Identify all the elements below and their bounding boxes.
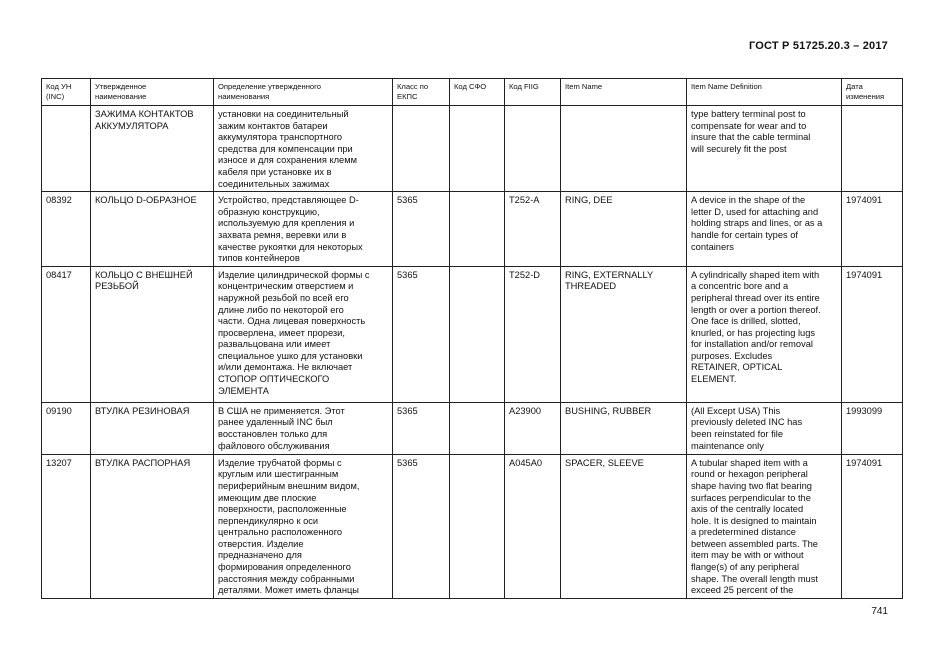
column-header-line: Item Name <box>565 82 603 91</box>
cell-line: Устройство, представляющее D- <box>218 195 359 206</box>
cell-definition <box>214 266 393 402</box>
table-row <box>42 106 903 192</box>
cell-line: handle for certain types of <box>691 229 798 240</box>
cell-line: letter D, used for attaching and <box>691 206 819 217</box>
column-header-date <box>842 79 903 106</box>
cell-line: THREADED <box>565 281 617 292</box>
cell-line: просверлена, имеет прорези, <box>218 327 345 338</box>
cell-line: SPACER, SLEEVE <box>565 457 644 468</box>
cell-date: 1974091 <box>842 266 903 402</box>
cell-item-definition <box>687 192 842 267</box>
cell-item-name <box>561 402 687 454</box>
cell-line: length or over a portion thereof. <box>691 304 821 315</box>
cell-line: BUSHING, RUBBER <box>565 405 652 416</box>
cell-definition <box>214 106 393 192</box>
cell-inc: 08417 <box>42 266 91 402</box>
cell-fiig: T252-D <box>505 266 561 402</box>
cell-line: Изделие трубчатой формы с <box>218 457 342 468</box>
cell-line: between assembled parts. The <box>691 538 818 549</box>
cell-line: формирования определенного <box>218 562 351 573</box>
cell-fsc: 5365 <box>393 192 450 267</box>
cell-sfo <box>450 454 505 598</box>
cell-line: используемую для крепления и <box>218 218 355 229</box>
cell-line: surfaces perpendicular to the <box>691 492 811 503</box>
table-body <box>42 106 903 599</box>
column-header-line: (INC) <box>46 91 65 101</box>
cell-line: been reinstated for file <box>691 428 783 439</box>
cell-line: круглым или шестигранным <box>218 469 339 480</box>
cell-line: РЕЗЬБОЙ <box>95 281 139 292</box>
column-header-sfo <box>450 79 505 106</box>
cell-inc <box>42 106 91 192</box>
cell-line: образную конструкцию, <box>218 206 320 217</box>
cell-date <box>842 106 903 192</box>
cell-definition <box>214 192 393 267</box>
cell-line: предназначено для <box>218 550 302 561</box>
cell-line: maintenance only <box>691 440 764 451</box>
cell-line: качестве рукоятки для некоторых <box>218 241 363 252</box>
cell-item-name <box>561 192 687 267</box>
inc-catalog-table <box>41 78 903 599</box>
cell-line: износе и для сохранения клемм <box>218 155 358 166</box>
cell-line: Изделие цилиндрической формы с <box>218 269 370 280</box>
cell-inc: 13207 <box>42 454 91 598</box>
cell-sfo <box>450 192 505 267</box>
cell-name <box>91 454 214 598</box>
cell-line: деталями. Может иметь фланцы <box>218 585 359 596</box>
cell-line: a concentric bore and a <box>691 281 789 292</box>
column-header-line: ЕКПС <box>397 91 418 101</box>
cell-line: соединительных зажимах <box>218 178 330 189</box>
cell-line: item may be with or without <box>691 550 804 561</box>
column-header-line: Код СФО <box>454 82 487 91</box>
column-header-line: изменения <box>846 91 885 101</box>
cell-name <box>91 192 214 267</box>
column-header-name <box>91 79 214 106</box>
cell-inc: 09190 <box>42 402 91 454</box>
cell-line: отверстия. Изделие <box>218 538 304 549</box>
column-header-line: Дата <box>846 82 863 91</box>
column-header-line: Класс по <box>397 82 429 91</box>
table-header-row <box>42 79 903 106</box>
cell-fiig: A23900 <box>505 402 561 454</box>
cell-name <box>91 402 214 454</box>
cell-line: имеющим две плоские <box>218 492 317 503</box>
cell-line: ранее удаленный INC был <box>218 417 333 428</box>
column-header-inc <box>42 79 91 106</box>
cell-line: длине либо по некоторой его <box>218 304 344 315</box>
cell-definition <box>214 402 393 454</box>
cell-line: holding straps and lines, or as a <box>691 218 823 229</box>
cell-date: 1974091 <box>842 454 903 598</box>
cell-line: восстановлен только для <box>218 428 328 439</box>
cell-line: концентрическим отверстием и <box>218 281 354 292</box>
cell-line: shape. The overall length must <box>691 573 818 584</box>
column-header-line: Утвержденное <box>95 82 147 91</box>
cell-line: перпендикулярно к оси <box>218 515 319 526</box>
cell-line: КОЛЬЦО С ВНЕШНЕЙ <box>95 269 193 280</box>
cell-line: аккумулятора транспортного <box>218 132 343 143</box>
table-row <box>42 454 903 598</box>
cell-fsc: 5365 <box>393 402 450 454</box>
cell-sfo <box>450 402 505 454</box>
cell-line: АККУМУЛЯТОРА <box>95 120 169 131</box>
cell-line: RING, EXTERNALLY <box>565 269 654 280</box>
cell-line: A cylindrically shaped item with <box>691 269 820 280</box>
cell-line: захвата ремня, веревки или в <box>218 229 347 240</box>
cell-line: axis of the centrally located <box>691 504 804 515</box>
cell-fiig: A045A0 <box>505 454 561 598</box>
table-row <box>42 266 903 402</box>
cell-line: hole. It is designed to maintain <box>691 515 817 526</box>
cell-line: type battery terminal post to <box>691 109 806 119</box>
table-row <box>42 402 903 454</box>
cell-line: for installation and/or removal <box>691 339 813 350</box>
cell-line: периферийным внешним видом, <box>218 480 360 491</box>
cell-line: ELEMENT. <box>691 374 737 385</box>
cell-name <box>91 266 214 402</box>
cell-line: специальное ушко для установки <box>218 350 363 361</box>
cell-line: В США не применяется. Этот <box>218 405 345 416</box>
cell-line: СТОПОР ОПТИЧЕСКОГО <box>218 374 330 385</box>
cell-item-definition <box>687 266 842 402</box>
cell-line: ВТУЛКА РАСПОРНАЯ <box>95 457 191 468</box>
cell-line: кабеля при установке их в <box>218 166 332 177</box>
column-header-definition <box>214 79 393 106</box>
cell-line: и/или демонтажа. Не включает <box>218 362 353 373</box>
cell-line: containers <box>691 241 734 252</box>
cell-line: наружной резьбой по всей его <box>218 292 349 303</box>
column-header-line: Item Name Definition <box>691 82 762 91</box>
cell-line: RING, DEE <box>565 195 613 206</box>
cell-line: previously deleted INC has <box>691 417 803 428</box>
cell-sfo <box>450 106 505 192</box>
cell-line: развальцована или имеет <box>218 339 331 350</box>
cell-line: shape having two flat bearing <box>691 480 812 491</box>
cell-line: части. Одна лицевая поверхность <box>218 316 366 327</box>
cell-sfo <box>450 266 505 402</box>
cell-date: 1974091 <box>842 192 903 267</box>
document-header-title: ГОСТ Р 51725.20.3 – 2017 <box>748 40 888 52</box>
cell-line: центрально расположенного <box>218 527 343 538</box>
cell-line: (All Except USA) This <box>691 405 781 416</box>
cell-line: файлового обслуживания <box>218 440 330 451</box>
column-header-line: наименование <box>95 91 147 101</box>
cell-line: RETAINER, OPTICAL <box>691 362 783 373</box>
cell-line: exceed 25 percent of the <box>691 585 794 596</box>
cell-line: расстояния между собранными <box>218 573 355 584</box>
cell-date: 1993099 <box>842 402 903 454</box>
cell-line: КОЛЬЦО D-ОБРАЗНОЕ <box>95 195 197 206</box>
cell-item-definition <box>687 454 842 598</box>
column-header-line: Код FIIG <box>509 82 539 91</box>
cell-name <box>91 106 214 192</box>
cell-line: ЗАЖИМА КОНТАКТОВ <box>95 109 194 119</box>
cell-line: A device in the shape of the <box>691 195 806 206</box>
cell-line: One face is drilled, slotted, <box>691 316 801 327</box>
column-header-fiig <box>505 79 561 106</box>
cell-line: insure that the cable terminal <box>691 132 811 143</box>
cell-fiig: T252-A <box>505 192 561 267</box>
cell-line: средства для компенсации при <box>218 143 353 154</box>
cell-line: ЭЛЕМЕНТА <box>218 385 269 396</box>
column-header-line: Код УН <box>46 82 72 91</box>
cell-fsc: 5365 <box>393 266 450 402</box>
cell-fiig <box>505 106 561 192</box>
cell-definition <box>214 454 393 598</box>
cell-line: ВТУЛКА РЕЗИНОВАЯ <box>95 405 190 416</box>
column-header-item-definition <box>687 79 842 106</box>
cell-line: peripheral thread over its entire <box>691 292 820 303</box>
column-header-item-name <box>561 79 687 106</box>
cell-line: поверхности, расположенные <box>218 504 347 515</box>
cell-item-name <box>561 454 687 598</box>
table-row <box>42 192 903 267</box>
cell-line: round or hexagon peripheral <box>691 469 808 480</box>
cell-line: типов контейнеров <box>218 253 300 264</box>
cell-item-name <box>561 106 687 192</box>
cell-line: A tubular shaped item with a <box>691 457 808 468</box>
cell-line: зажим контактов батареи <box>218 120 328 131</box>
column-header-fsc <box>393 79 450 106</box>
column-header-line: наименования <box>218 91 270 101</box>
cell-line: compensate for wear and to <box>691 120 807 131</box>
cell-line: will securely fit the post <box>691 143 787 154</box>
column-header-line: Определение утвержденного <box>218 82 321 91</box>
cell-item-name <box>561 266 687 402</box>
page-number: 741 <box>871 606 888 617</box>
cell-line: установки на соединительный <box>218 109 349 119</box>
cell-item-definition <box>687 106 842 192</box>
cell-fsc: 5365 <box>393 454 450 598</box>
cell-fsc <box>393 106 450 192</box>
cell-item-definition <box>687 402 842 454</box>
cell-line: knurled, or has projecting lugs <box>691 327 816 338</box>
cell-line: a predetermined distance <box>691 527 796 538</box>
cell-inc: 08392 <box>42 192 91 267</box>
cell-line: flange(s) of any peripheral <box>691 562 800 573</box>
cell-line: purposes. Excludes <box>691 350 773 361</box>
